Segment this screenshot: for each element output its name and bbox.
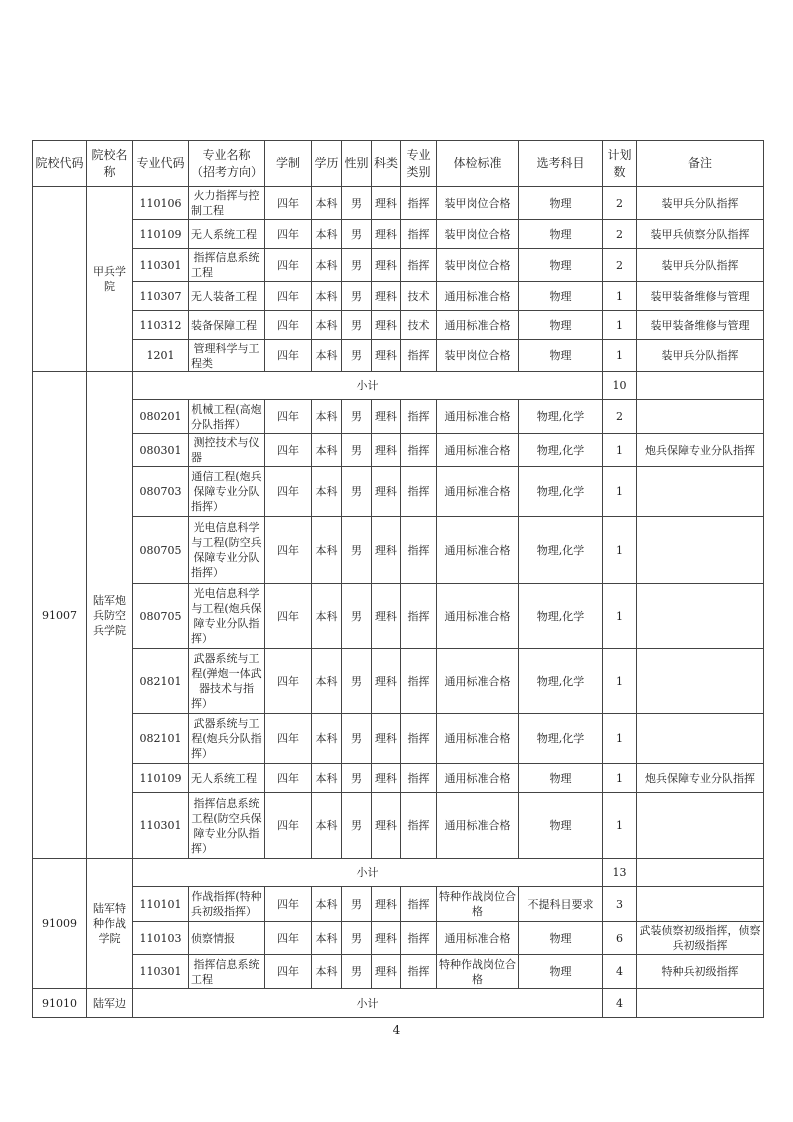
header-gender: 性别 — [342, 141, 372, 187]
cell-degree: 本科 — [312, 955, 342, 989]
header-note: 备注 — [637, 141, 764, 187]
cell-code: 110301 — [133, 793, 189, 859]
cell-name: 指挥信息系统工程 — [189, 955, 265, 989]
cell-code: 080301 — [133, 434, 189, 467]
cell-code: 080703 — [133, 467, 189, 517]
cell-plan: 1 — [603, 584, 637, 649]
cell-subjects: 物理,化学 — [519, 517, 603, 584]
header-major-name: 专业名称（招考方向） — [189, 141, 265, 187]
cell-exam: 通用标准合格 — [437, 434, 519, 467]
cell-gender: 男 — [342, 340, 372, 372]
cell-name: 侦察情报 — [189, 922, 265, 955]
cell-subjects: 物理 — [519, 764, 603, 793]
cell-category: 指挥 — [401, 764, 437, 793]
table-row — [33, 434, 764, 467]
cell-degree: 本科 — [312, 922, 342, 955]
cell-subjects: 物理,化学 — [519, 467, 603, 517]
table-row — [33, 249, 764, 282]
cell-gender: 男 — [342, 400, 372, 434]
cell-category: 指挥 — [401, 793, 437, 859]
school-name: 甲兵学院 — [87, 187, 133, 372]
cell-gender: 男 — [342, 282, 372, 311]
cell-plan: 1 — [603, 793, 637, 859]
cell-code: 110101 — [133, 887, 189, 922]
cell-track: 理科 — [372, 887, 401, 922]
cell-gender: 男 — [342, 187, 372, 220]
table-row — [33, 922, 764, 955]
cell-track: 理科 — [372, 955, 401, 989]
cell-exam: 通用标准合格 — [437, 467, 519, 517]
cell-exam: 特种作战岗位合格 — [437, 955, 519, 989]
school-code — [33, 187, 87, 372]
cell-name: 装备保障工程 — [189, 311, 265, 340]
cell-name: 无人系统工程 — [189, 764, 265, 793]
cell-plan: 1 — [603, 434, 637, 467]
cell-subjects: 物理 — [519, 793, 603, 859]
cell-category: 指挥 — [401, 400, 437, 434]
cell-note — [637, 584, 764, 649]
subtotal-value: 10 — [603, 372, 637, 400]
cell-plan: 1 — [603, 649, 637, 714]
cell-track: 理科 — [372, 764, 401, 793]
cell-degree: 本科 — [312, 649, 342, 714]
cell-gender: 男 — [342, 311, 372, 340]
subtotal-value: 4 — [603, 989, 637, 1018]
cell-name: 火力指挥与控制工程 — [189, 187, 265, 220]
cell-years: 四年 — [265, 764, 312, 793]
table-row — [33, 887, 764, 922]
cell-plan: 1 — [603, 517, 637, 584]
cell-gender: 男 — [342, 584, 372, 649]
cell-degree: 本科 — [312, 311, 342, 340]
subtotal-row — [33, 859, 764, 887]
cell-plan: 1 — [603, 311, 637, 340]
cell-category: 指挥 — [401, 922, 437, 955]
enrollment-plan-table — [32, 140, 764, 1018]
cell-code: 110307 — [133, 282, 189, 311]
table-row — [33, 220, 764, 249]
table-row — [33, 400, 764, 434]
cell-name: 机械工程(高炮分队指挥） — [189, 400, 265, 434]
cell-track: 理科 — [372, 282, 401, 311]
school-name: 陆军炮兵防空兵学院 — [87, 372, 133, 859]
cell-category: 指挥 — [401, 467, 437, 517]
cell-years: 四年 — [265, 793, 312, 859]
cell-degree: 本科 — [312, 220, 342, 249]
table-row — [33, 187, 764, 220]
cell-degree: 本科 — [312, 517, 342, 584]
cell-gender: 男 — [342, 220, 372, 249]
cell-note: 装甲装备维修与管理 — [637, 311, 764, 340]
cell-years: 四年 — [265, 955, 312, 989]
cell-exam: 特种作战岗位合格 — [437, 887, 519, 922]
cell-category: 技术 — [401, 311, 437, 340]
subtotal-note — [637, 989, 764, 1018]
subtotal-row — [33, 989, 764, 1018]
cell-plan: 2 — [603, 220, 637, 249]
table-row — [33, 517, 764, 584]
cell-subjects: 物理 — [519, 282, 603, 311]
cell-plan: 6 — [603, 922, 637, 955]
cell-subjects: 物理 — [519, 311, 603, 340]
cell-track: 理科 — [372, 400, 401, 434]
cell-note — [637, 793, 764, 859]
cell-name: 测控技术与仪器 — [189, 434, 265, 467]
cell-years: 四年 — [265, 220, 312, 249]
cell-years: 四年 — [265, 467, 312, 517]
cell-track: 理科 — [372, 249, 401, 282]
cell-plan: 2 — [603, 187, 637, 220]
cell-name: 管理科学与工程类 — [189, 340, 265, 372]
cell-category: 指挥 — [401, 187, 437, 220]
cell-code: 080705 — [133, 584, 189, 649]
cell-category: 指挥 — [401, 887, 437, 922]
cell-code: 110301 — [133, 955, 189, 989]
cell-track: 理科 — [372, 517, 401, 584]
cell-note: 装甲兵侦察分队指挥 — [637, 220, 764, 249]
cell-gender: 男 — [342, 793, 372, 859]
cell-category: 指挥 — [401, 220, 437, 249]
cell-gender: 男 — [342, 649, 372, 714]
header-major-code: 专业代码 — [133, 141, 189, 187]
cell-note: 装甲兵分队指挥 — [637, 340, 764, 372]
cell-plan: 1 — [603, 714, 637, 764]
cell-subjects: 物理,化学 — [519, 714, 603, 764]
cell-gender: 男 — [342, 467, 372, 517]
header-subjects: 选考科目 — [519, 141, 603, 187]
cell-name: 武器系统与工程(弹炮一体武器技术与指挥） — [189, 649, 265, 714]
cell-subjects: 物理 — [519, 340, 603, 372]
cell-note: 武装侦察初级指挥，侦察兵初级指挥 — [637, 922, 764, 955]
cell-track: 理科 — [372, 922, 401, 955]
cell-exam: 装甲岗位合格 — [437, 340, 519, 372]
cell-track: 理科 — [372, 340, 401, 372]
cell-degree: 本科 — [312, 764, 342, 793]
header-school-name: 院校名称 — [87, 141, 133, 187]
cell-code: 082101 — [133, 714, 189, 764]
cell-subjects: 不提科目要求 — [519, 887, 603, 922]
cell-category: 指挥 — [401, 584, 437, 649]
subtotal-note — [637, 372, 764, 400]
cell-note — [637, 649, 764, 714]
subtotal-label: 小计 — [133, 372, 603, 400]
cell-exam: 通用标准合格 — [437, 311, 519, 340]
table-row — [33, 340, 764, 372]
cell-gender: 男 — [342, 517, 372, 584]
cell-gender: 男 — [342, 922, 372, 955]
cell-years: 四年 — [265, 922, 312, 955]
cell-degree: 本科 — [312, 340, 342, 372]
subtotal-label: 小计 — [133, 859, 603, 887]
cell-category: 指挥 — [401, 340, 437, 372]
cell-exam: 通用标准合格 — [437, 714, 519, 764]
cell-category: 指挥 — [401, 714, 437, 764]
cell-category: 指挥 — [401, 649, 437, 714]
cell-note: 炮兵保障专业分队指挥 — [637, 434, 764, 467]
cell-degree: 本科 — [312, 793, 342, 859]
cell-code: 110109 — [133, 220, 189, 249]
table-row — [33, 955, 764, 989]
cell-name: 无人装备工程 — [189, 282, 265, 311]
header-school-code: 院校代码 — [33, 141, 87, 187]
cell-code: 110301 — [133, 249, 189, 282]
subtotal-label: 小计 — [133, 989, 603, 1018]
cell-note: 装甲装备维修与管理 — [637, 282, 764, 311]
cell-exam: 通用标准合格 — [437, 517, 519, 584]
school-name: 陆军特种作战学院 — [87, 859, 133, 989]
cell-years: 四年 — [265, 400, 312, 434]
cell-degree: 本科 — [312, 282, 342, 311]
cell-code: 110312 — [133, 311, 189, 340]
cell-subjects: 物理 — [519, 955, 603, 989]
cell-subjects: 物理 — [519, 220, 603, 249]
school-code: 91007 — [33, 372, 87, 859]
cell-name: 光电信息科学与工程(防空兵保障专业分队指挥） — [189, 517, 265, 584]
cell-track: 理科 — [372, 584, 401, 649]
cell-track: 理科 — [372, 187, 401, 220]
cell-subjects: 物理 — [519, 922, 603, 955]
subtotal-value: 13 — [603, 859, 637, 887]
cell-years: 四年 — [265, 187, 312, 220]
cell-exam: 装甲岗位合格 — [437, 249, 519, 282]
cell-gender: 男 — [342, 764, 372, 793]
cell-note: 炮兵保障专业分队指挥 — [637, 764, 764, 793]
cell-years: 四年 — [265, 311, 312, 340]
cell-name: 光电信息科学与工程(炮兵保障专业分队指挥） — [189, 584, 265, 649]
cell-track: 理科 — [372, 714, 401, 764]
cell-years: 四年 — [265, 887, 312, 922]
cell-plan: 3 — [603, 887, 637, 922]
cell-plan: 1 — [603, 282, 637, 311]
cell-degree: 本科 — [312, 467, 342, 517]
cell-plan: 1 — [603, 764, 637, 793]
table-row — [33, 764, 764, 793]
school-code: 91009 — [33, 859, 87, 989]
header-category: 专业类别 — [401, 141, 437, 187]
page-number: 4 — [392, 1023, 401, 1037]
cell-code: 110106 — [133, 187, 189, 220]
cell-track: 理科 — [372, 649, 401, 714]
cell-degree: 本科 — [312, 714, 342, 764]
cell-code: 082101 — [133, 649, 189, 714]
cell-plan: 2 — [603, 400, 637, 434]
school-code: 91010 — [33, 989, 87, 1018]
cell-name: 无人系统工程 — [189, 220, 265, 249]
cell-years: 四年 — [265, 584, 312, 649]
cell-plan: 2 — [603, 249, 637, 282]
cell-years: 四年 — [265, 649, 312, 714]
cell-code: 080201 — [133, 400, 189, 434]
cell-category: 技术 — [401, 282, 437, 311]
cell-degree: 本科 — [312, 584, 342, 649]
cell-degree: 本科 — [312, 434, 342, 467]
subtotal-note — [637, 859, 764, 887]
cell-note — [637, 887, 764, 922]
cell-track: 理科 — [372, 311, 401, 340]
cell-track: 理科 — [372, 434, 401, 467]
cell-degree: 本科 — [312, 249, 342, 282]
cell-note — [637, 517, 764, 584]
cell-exam: 通用标准合格 — [437, 282, 519, 311]
cell-note — [637, 400, 764, 434]
cell-degree: 本科 — [312, 887, 342, 922]
cell-name: 作战指挥(特种兵初级指挥） — [189, 887, 265, 922]
cell-years: 四年 — [265, 517, 312, 584]
cell-code: 110103 — [133, 922, 189, 955]
header-row — [33, 141, 764, 187]
cell-subjects: 物理 — [519, 187, 603, 220]
cell-gender: 男 — [342, 434, 372, 467]
cell-subjects: 物理 — [519, 249, 603, 282]
cell-category: 指挥 — [401, 434, 437, 467]
cell-category: 指挥 — [401, 517, 437, 584]
cell-exam: 通用标准合格 — [437, 764, 519, 793]
cell-subjects: 物理,化学 — [519, 400, 603, 434]
cell-gender: 男 — [342, 955, 372, 989]
cell-plan: 1 — [603, 467, 637, 517]
subtotal-row — [33, 372, 764, 400]
cell-exam: 通用标准合格 — [437, 649, 519, 714]
cell-name: 通信工程(炮兵保障专业分队指挥） — [189, 467, 265, 517]
cell-plan: 1 — [603, 340, 637, 372]
cell-gender: 男 — [342, 887, 372, 922]
cell-name: 武器系统与工程(炮兵分队指挥） — [189, 714, 265, 764]
cell-track: 理科 — [372, 220, 401, 249]
cell-name: 指挥信息系统工程 — [189, 249, 265, 282]
cell-category: 指挥 — [401, 249, 437, 282]
cell-code: 080705 — [133, 517, 189, 584]
cell-degree: 本科 — [312, 400, 342, 434]
table-row — [33, 584, 764, 649]
cell-exam: 通用标准合格 — [437, 584, 519, 649]
cell-subjects: 物理,化学 — [519, 434, 603, 467]
table-row — [33, 467, 764, 517]
table-row — [33, 714, 764, 764]
cell-years: 四年 — [265, 714, 312, 764]
table-row — [33, 793, 764, 859]
cell-category: 指挥 — [401, 955, 437, 989]
table-row — [33, 649, 764, 714]
cell-gender: 男 — [342, 249, 372, 282]
cell-code: 110109 — [133, 764, 189, 793]
school-name: 陆军边 — [87, 989, 133, 1018]
cell-track: 理科 — [372, 793, 401, 859]
cell-years: 四年 — [265, 340, 312, 372]
header-plan: 计划数 — [603, 141, 637, 187]
cell-note — [637, 467, 764, 517]
cell-exam: 通用标准合格 — [437, 400, 519, 434]
cell-years: 四年 — [265, 434, 312, 467]
cell-exam: 通用标准合格 — [437, 922, 519, 955]
cell-note: 装甲兵分队指挥 — [637, 187, 764, 220]
cell-note: 装甲兵分队指挥 — [637, 249, 764, 282]
cell-years: 四年 — [265, 249, 312, 282]
cell-subjects: 物理,化学 — [519, 584, 603, 649]
cell-gender: 男 — [342, 714, 372, 764]
header-track: 科类 — [372, 141, 401, 187]
cell-years: 四年 — [265, 282, 312, 311]
header-exam: 体检标准 — [437, 141, 519, 187]
cell-note — [637, 714, 764, 764]
cell-name: 指挥信息系统工程(防空兵保障专业分队指挥） — [189, 793, 265, 859]
cell-track: 理科 — [372, 467, 401, 517]
cell-plan: 4 — [603, 955, 637, 989]
header-degree: 学历 — [312, 141, 342, 187]
table-row — [33, 311, 764, 340]
table-row — [33, 282, 764, 311]
cell-note: 特种兵初级指挥 — [637, 955, 764, 989]
cell-exam: 装甲岗位合格 — [437, 220, 519, 249]
cell-subjects: 物理,化学 — [519, 649, 603, 714]
header-years: 学制 — [265, 141, 312, 187]
cell-exam: 通用标准合格 — [437, 793, 519, 859]
cell-code: 1201 — [133, 340, 189, 372]
cell-degree: 本科 — [312, 187, 342, 220]
cell-exam: 装甲岗位合格 — [437, 187, 519, 220]
